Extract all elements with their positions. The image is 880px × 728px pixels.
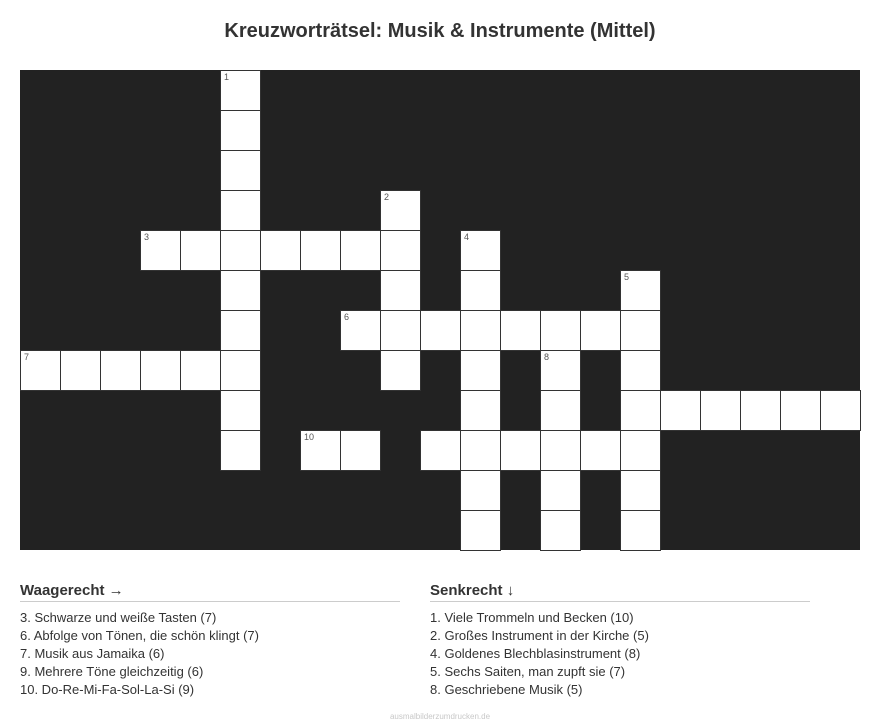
crossword-cell[interactable] [620,270,661,311]
crossword-cell[interactable] [220,230,261,271]
crossword-cell[interactable] [140,230,181,271]
crossword-cell[interactable] [220,430,261,471]
down-clues [430,582,810,699]
clue-item: 10. Do-Re-Mi-Fa-Sol-La-Si (9) [20,682,195,697]
crossword-cell[interactable] [340,230,381,271]
crossword-cell[interactable] [420,310,461,351]
crossword-cell[interactable] [300,430,341,471]
clue-number: 10 [304,432,315,442]
crossword-cell[interactable] [500,310,541,351]
crossword-cell[interactable] [180,350,221,391]
crossword-cell[interactable] [540,470,581,511]
crossword-cell[interactable] [460,470,501,511]
crossword-cell[interactable] [460,390,501,431]
crossword-cell[interactable] [740,390,781,431]
page-title: Kreuzworträtsel: Musik & Instrumente (Mittel) [224,20,656,42]
crossword-cell[interactable] [460,230,501,271]
across-heading: Waagerecht → [20,582,400,602]
crossword-cell[interactable] [340,310,381,351]
crossword-cell[interactable] [380,270,421,311]
crossword-cell[interactable] [460,510,501,551]
crossword-cell[interactable] [460,350,501,391]
crossword-cell[interactable] [460,430,501,471]
crossword-cell[interactable] [420,430,461,471]
crossword-cell[interactable] [780,390,821,431]
crossword-cell[interactable] [820,390,861,431]
footer-watermark: ausmalbilderzumdrucken.de [389,712,491,721]
crossword-cell[interactable] [260,230,301,271]
clue-number: 3 [144,232,150,242]
crossword-cell[interactable] [620,390,661,431]
crossword-cell[interactable] [300,230,341,271]
crossword-cell[interactable] [220,270,261,311]
crossword-cell[interactable] [540,510,581,551]
crossword-cell[interactable] [180,230,221,271]
clue-number: 2 [384,192,390,202]
crossword-cell[interactable] [620,310,661,351]
across-clues [20,582,400,699]
crossword-cell[interactable] [380,230,421,271]
clue-number: 4 [464,232,470,242]
crossword-cell[interactable] [580,310,621,351]
clue-number: 6 [344,312,350,322]
crossword-cell[interactable] [660,390,701,431]
down-clue-list [430,609,810,699]
across-clue-list [20,609,400,699]
crossword-cell[interactable] [380,310,421,351]
crossword-cell[interactable] [140,350,181,391]
clue-item: 6. Abfolge von Tönen, die schön klingt (7) [20,628,259,643]
clue-number: 5 [624,272,630,282]
crossword-cell[interactable] [220,150,261,191]
clue-item: 5. Sechs Saiten, man zupft sie (7) [430,664,626,679]
crossword-cell[interactable] [220,70,261,111]
crossword-cell[interactable] [580,430,621,471]
crossword-cell[interactable] [620,510,661,551]
clue-item: 7. Musik aus Jamaika (6) [20,646,165,661]
clue-number: 7 [24,352,30,362]
crossword-cell[interactable] [620,470,661,511]
clue-item: 4. Goldenes Blechblasinstrument (8) [430,646,641,661]
clue-item: 2. Großes Instrument in der Kirche (5) [430,628,649,643]
crossword-cell[interactable] [100,350,141,391]
crossword-cell[interactable] [380,350,421,391]
crossword-cell[interactable] [540,430,581,471]
clue-item: 3. Schwarze und weiße Tasten (7) [20,610,217,625]
crossword-cell[interactable] [220,350,261,391]
crossword-cell[interactable] [220,190,261,231]
clue-item: 1. Viele Trommeln und Becken (10) [430,610,634,625]
crossword-grid [20,70,860,550]
crossword-cell[interactable] [20,350,61,391]
crossword-cell[interactable] [540,310,581,351]
crossword-cell[interactable] [220,310,261,351]
clue-number: 1 [224,72,230,82]
crossword-cell[interactable] [540,390,581,431]
crossword-cell[interactable] [620,430,661,471]
clue-item: 9. Mehrere Töne gleichzeitig (6) [20,664,204,679]
crossword-cell[interactable] [60,350,101,391]
crossword-cell[interactable] [540,350,581,391]
clue-number: 8 [544,352,550,362]
crossword-cell[interactable] [500,430,541,471]
crossword-cell[interactable] [340,430,381,471]
down-heading: Senkrecht ↓ [430,582,810,602]
crossword-cell[interactable] [460,310,501,351]
crossword-cell[interactable] [220,110,261,151]
crossword-cell[interactable] [620,350,661,391]
crossword-cell[interactable] [380,190,421,231]
clue-item: 8. Geschriebene Musik (5) [430,682,583,697]
crossword-cell[interactable] [700,390,741,431]
crossword-cell[interactable] [220,390,261,431]
crossword-cell[interactable] [460,270,501,311]
